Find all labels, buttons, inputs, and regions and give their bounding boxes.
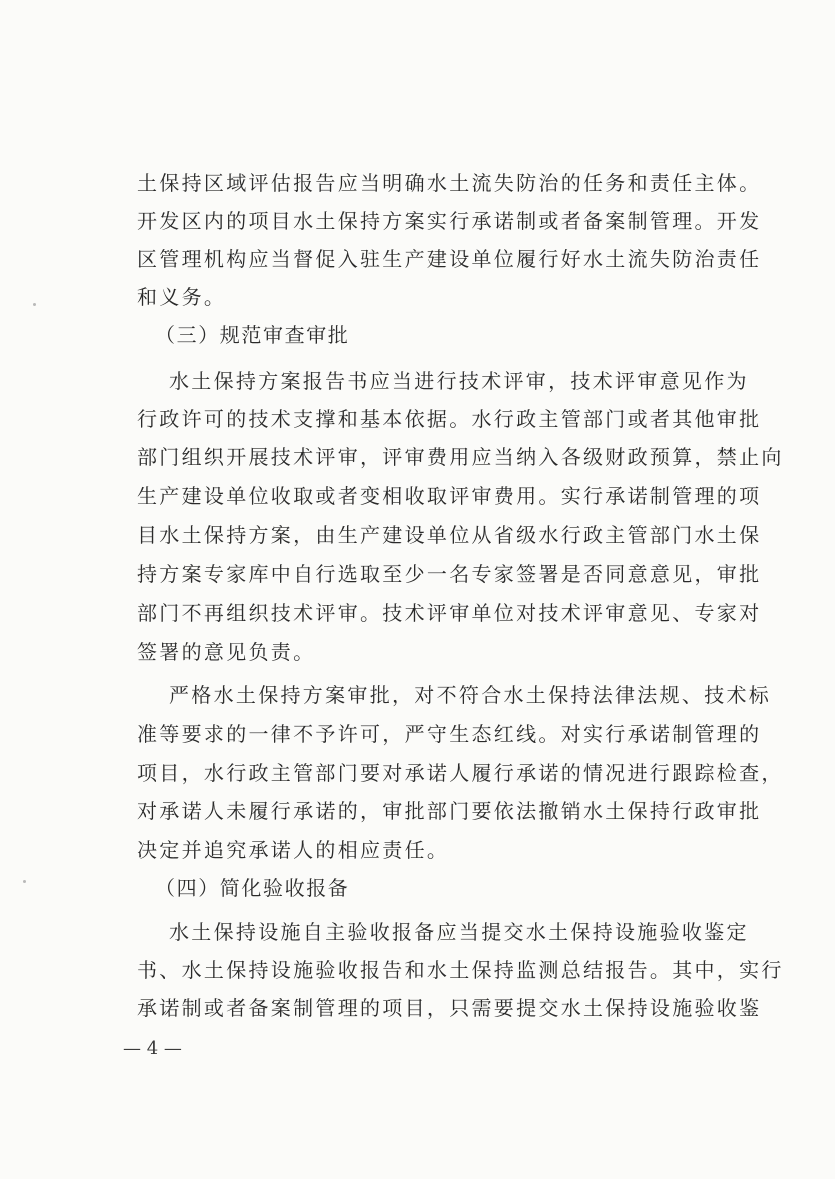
page-number: — 4 — [123,1038,182,1059]
body-text-line: 水土保持设施自主验收报备应当提交水土保持设施验收鉴定 [169,920,749,944]
body-text-line: 决定并追究承诺人的相应责任。 [137,838,450,862]
body-text-line: 区管理机构应当督促入驻生产建设单位履行好水土流失防治责任 [137,247,762,271]
body-text-line: 严格水土保持方案审批，对不符合水土保持法律法规、技术标 [169,683,772,707]
body-text-line: 开发区内的项目水土保持方案实行承诺制或者备案制管理。开发 [137,209,762,233]
body-text-line: 签署的意见负责。 [137,640,316,664]
body-text-line: 生产建设单位收取或者变相收取评审费用。实行承诺制管理的项 [137,484,762,508]
scan-speck [33,303,36,306]
body-text-line: 持方案专家库中自行选取至少一名专家签署是否同意意见，审批 [137,562,762,586]
body-text-line: 准等要求的一律不予许可，严守生态红线。对实行承诺制管理的 [137,722,762,746]
body-text-line: 对承诺人未履行承诺的，审批部门要依法撤销水土保持行政审批 [137,799,762,823]
body-text-line: 土保持区域评估报告应当明确水土流失防治的任务和责任主体。 [137,171,762,195]
section-heading: （四）简化验收报备 [155,876,350,900]
body-text-line: 项目，水行政主管部门要对承诺人履行承诺的情况进行跟踪检查， [137,761,784,785]
body-text-line: 部门组织开展技术评审，评审费用应当纳入各级财政预算，禁止向 [137,445,784,469]
scan-speck [23,880,26,883]
body-text-line: 水土保持方案报告书应当进行技术评审，技术评审意见作为 [169,369,749,393]
body-text-line: 部门不再组织技术评审。技术评审单位对技术评审意见、专家对 [137,601,762,625]
body-text-line: 书、水土保持设施验收报告和水土保持监测总结报告。其中，实行 [137,958,784,982]
body-text-line: 行政许可的技术支撑和基本依据。水行政主管部门或者其他审批 [137,407,762,431]
section-heading: （三）规范审查审批 [155,323,350,347]
body-text-line: 和义务。 [137,285,227,309]
body-text-line: 承诺制或者备案制管理的项目，只需要提交水土保持设施验收鉴 [137,996,762,1020]
body-text-line: 目水土保持方案，由生产建设单位从省级水行政主管部门水土保 [137,523,762,547]
